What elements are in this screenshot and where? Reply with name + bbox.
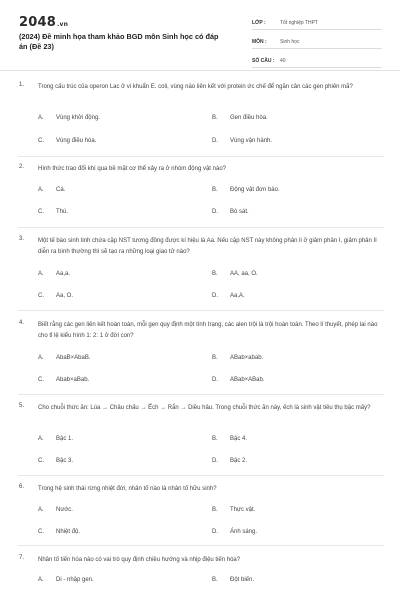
option-letter: D.	[212, 377, 218, 383]
option-letter: D.	[212, 293, 218, 299]
question-text: Một tế bào sinh tinh chứa cặp NST tương đồng được kí hiệu là Aa. Nếu cặp NST này không phân li ở giảm phân I, giảm phân II diễn ra bình thường thì sẽ tạo ra những loại giao tử nào?	[38, 238, 377, 255]
option-a[interactable]	[38, 436, 73, 442]
option-letter: B.	[212, 187, 218, 193]
option-letter: A.	[38, 271, 44, 277]
question-text: Trong cấu trúc của operon Lac ở vi khuẩn E. coli, vùng nào liên kết với protein ức chế để ngăn cản các gen phiên mã?	[38, 84, 353, 90]
option-letter: C.	[38, 293, 44, 299]
option-text: Vùng khởi động.	[56, 115, 100, 121]
option-letter: C.	[38, 138, 44, 144]
meta-value[interactable]: Sinh học	[280, 38, 300, 45]
meta-label: SỐ CÂU :	[252, 57, 275, 64]
option-text: Thú.	[56, 209, 69, 215]
option-a[interactable]	[38, 271, 70, 277]
option-letter: A.	[38, 187, 44, 193]
question-text: Trong hệ sinh thái rừng nhiệt đới, nhân tố nào là nhân tố hữu sinh?	[38, 486, 217, 492]
option-text: Nước.	[56, 507, 73, 513]
option-b[interactable]	[212, 115, 268, 121]
page-title: (2024) Đề minh họa tham khảo BGD môn Sinh học có đáp án (Đề 23)	[19, 32, 219, 51]
question-number: 7.	[19, 555, 25, 561]
logo-main: 2048	[19, 15, 56, 30]
option-c[interactable]	[38, 293, 73, 299]
option-letter: B.	[212, 436, 218, 442]
option-d[interactable]	[212, 209, 249, 215]
meta-value: 40	[280, 57, 286, 64]
question-text: Cho chuỗi thức ăn: Lúa → Châu chấu → Ếch → Rắn → Diều hâu. Trong chuỗi thức ăn này, ếch là sinh vật tiêu thụ bậc mấy?	[38, 405, 371, 411]
question-divider	[18, 394, 384, 395]
question-divider	[18, 310, 384, 311]
question-number: 2.	[19, 164, 25, 170]
option-letter: A.	[38, 577, 44, 583]
site-logo[interactable]	[19, 15, 68, 30]
option-c[interactable]	[38, 138, 96, 144]
option-letter: D.	[212, 209, 218, 215]
question-number: 4.	[19, 320, 25, 326]
option-b[interactable]	[212, 187, 280, 193]
option-text: Gen điều hòa.	[230, 115, 268, 121]
option-b[interactable]	[212, 507, 255, 513]
option-b[interactable]	[212, 577, 254, 583]
question-divider	[18, 475, 384, 476]
meta-row-subject	[252, 35, 382, 49]
question-divider	[18, 227, 384, 228]
option-text: Đột biến.	[230, 577, 255, 583]
option-letter: A.	[38, 115, 44, 121]
question-text: Nhân tố tiến hóa nào có vai trò quy định chiều hướng và nhịp điệu tiến hóa?	[38, 557, 241, 563]
option-c[interactable]	[38, 377, 89, 383]
option-text: Bậc 1.	[56, 436, 74, 442]
option-text: Ánh sáng.	[230, 529, 258, 535]
option-b[interactable]	[212, 355, 263, 361]
option-letter: B.	[212, 115, 218, 121]
option-text: Động vật đơn bào.	[230, 187, 280, 193]
header-divider	[0, 70, 400, 71]
option-b[interactable]	[212, 436, 247, 442]
meta-label: LỚP :	[252, 19, 266, 26]
option-text: Aa,A.	[230, 293, 245, 299]
question-text: Hình thức trao đổi khí qua bề mặt cơ thể xảy ra ở nhóm động vật nào?	[38, 166, 226, 172]
option-b[interactable]	[212, 271, 258, 277]
option-text: ABab×abab.	[230, 355, 264, 361]
option-d[interactable]	[212, 293, 245, 299]
option-d[interactable]	[212, 529, 257, 535]
exam-meta	[252, 16, 382, 73]
option-text: Cá.	[56, 187, 66, 193]
option-letter: C.	[38, 209, 44, 215]
option-letter: B.	[212, 271, 218, 277]
option-text: Vùng vận hành.	[230, 138, 273, 144]
option-letter: B.	[212, 577, 218, 583]
option-text: ABab×ABab.	[230, 377, 265, 383]
option-letter: A.	[38, 507, 44, 513]
option-a[interactable]	[38, 115, 100, 121]
option-letter: B.	[212, 507, 218, 513]
option-c[interactable]	[38, 209, 68, 215]
question-text: Biết rằng các gen liên kết hoàn toàn, mỗi gen quy định một tính trạng, các alen trội là trội hoàn toàn. Theo lí thuyết, phép lai nào cho tỉ lệ kiểu hình 1: 2: 1 ở đời con?	[38, 322, 378, 339]
question-number: 3.	[19, 236, 25, 242]
option-text: Bò sát.	[230, 209, 249, 215]
option-letter: B.	[212, 355, 218, 361]
option-text: Bậc 3.	[56, 458, 74, 464]
option-text: Nhiệt độ.	[56, 529, 81, 535]
option-text: Abab×aBab.	[56, 377, 90, 383]
option-a[interactable]	[38, 187, 65, 193]
option-text: AbaB×AbaB.	[56, 355, 91, 361]
option-d[interactable]	[212, 138, 272, 144]
meta-label: MÔN :	[252, 38, 267, 45]
question-divider	[18, 545, 384, 546]
option-text: Aa,a.	[56, 271, 71, 277]
option-text: Vùng điều hòa.	[56, 138, 97, 144]
question-number: 6.	[19, 484, 25, 490]
option-letter: D.	[212, 529, 218, 535]
option-text: Aa, O.	[56, 293, 74, 299]
option-letter: A.	[38, 436, 44, 442]
question-number: 1.	[19, 82, 25, 88]
logo-suffix: .vn	[56, 21, 69, 28]
question-number: 5.	[19, 403, 25, 409]
meta-row-count	[252, 54, 382, 68]
option-letter: C.	[38, 377, 44, 383]
option-c[interactable]	[38, 529, 80, 535]
option-a[interactable]	[38, 577, 94, 583]
header	[0, 0, 400, 62]
option-text: Thực vật.	[230, 507, 256, 513]
option-d[interactable]	[212, 458, 247, 464]
option-letter: C.	[38, 458, 44, 464]
option-c[interactable]	[38, 458, 73, 464]
option-letter: C.	[38, 529, 44, 535]
option-text: AA, aa, O.	[230, 271, 258, 277]
option-letter: D.	[212, 138, 218, 144]
option-d[interactable]	[212, 377, 265, 383]
option-text: Di - nhập gen.	[56, 577, 94, 583]
option-letter: D.	[212, 458, 218, 464]
question-divider	[18, 156, 384, 157]
option-a[interactable]	[38, 507, 73, 513]
meta-value[interactable]: Tốt nghiệp THPT	[280, 19, 318, 26]
option-a[interactable]	[38, 355, 91, 361]
option-letter: A.	[38, 355, 44, 361]
option-text: Bậc 4.	[230, 436, 248, 442]
meta-row-class	[252, 16, 382, 30]
option-text: Bậc 2.	[230, 458, 248, 464]
